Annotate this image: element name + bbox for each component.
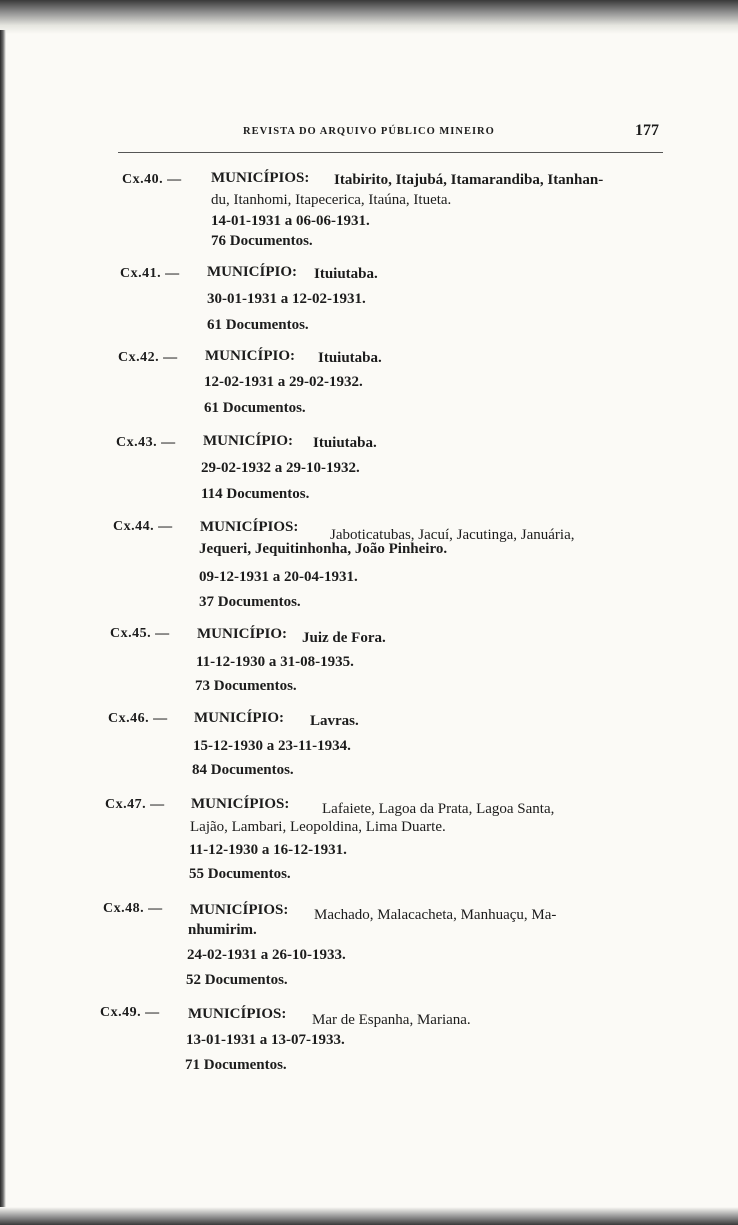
document-count: 52 Documentos. <box>186 972 288 988</box>
document-count: 37 Documentos. <box>199 594 301 610</box>
entry-heading: MUNICÍPIO: <box>194 710 284 726</box>
municipality-names: Lafaiete, Lagoa da Prata, Lagoa Santa, <box>322 801 555 817</box>
municipality-names: Ituiutaba. <box>318 350 382 366</box>
municipality-names: Mar de Espanha, Mariana. <box>312 1012 471 1028</box>
document-count: 61 Documentos. <box>207 317 309 333</box>
entry-heading: MUNICÍPIOS: <box>191 796 290 812</box>
date-range: 12-02-1931 a 29-02-1932. <box>204 374 363 390</box>
box-number: Cx.41. — <box>120 266 180 281</box>
entry-heading: MUNICÍPIOS: <box>188 1006 287 1022</box>
entry-heading: MUNICÍPIOS: <box>200 519 299 535</box>
entry-heading: MUNICÍPIO: <box>207 264 297 280</box>
municipality-names-cont: Jequeri, Jequitinhonha, João Pinheiro. <box>199 541 448 557</box>
municipality-names-cont: Lajão, Lambari, Leopoldina, Lima Duarte. <box>190 819 446 835</box>
date-range: 29-02-1932 a 29-10-1932. <box>201 460 360 476</box>
municipality-names-cont: nhumirim. <box>188 922 257 938</box>
date-range: 09-12-1931 a 20-04-1931. <box>199 569 358 585</box>
document-count: 55 Documentos. <box>189 866 291 882</box>
date-range: 24-02-1931 a 26-10-1933. <box>187 947 346 963</box>
municipality-names: Itabirito, Itajubá, Itamarandiba, Itanhan- <box>334 172 604 188</box>
journal-title: REVISTA DO ARQUIVO PÚBLICO MINEIRO <box>243 126 495 137</box>
entry-heading: MUNICÍPIOS: <box>211 170 310 186</box>
municipality-names: Lavras. <box>310 713 359 729</box>
municipality-names: Ituiutaba. <box>314 266 378 282</box>
document-count: 73 Documentos. <box>195 678 297 694</box>
entry-heading: MUNICÍPIOS: <box>190 902 289 918</box>
document-count: 76 Documentos. <box>211 233 313 249</box>
municipality-names: Juiz de Fora. <box>302 630 386 646</box>
scan-left-edge <box>0 30 6 1210</box>
entry-heading: MUNICÍPIO: <box>197 626 287 642</box>
box-number: Cx.46. — <box>108 711 168 726</box>
entry-heading: MUNICÍPIO: <box>203 433 293 449</box>
scan-bottom-edge <box>0 1207 738 1225</box>
page-number: 177 <box>635 122 659 139</box>
municipality-names: Machado, Malacacheta, Manhuaçu, Ma- <box>314 907 557 923</box>
box-number: Cx.43. — <box>116 435 176 450</box>
document-count: 114 Documentos. <box>201 486 310 502</box>
document-count: 84 Documentos. <box>192 762 294 778</box>
municipality-names: Jaboticatubas, Jacuí, Jacutinga, Januária, <box>330 527 575 543</box>
box-number: Cx.40. — <box>122 172 182 187</box>
box-number: Cx.44. — <box>113 519 173 534</box>
date-range: 13-01-1931 a 13-07-1933. <box>186 1032 345 1048</box>
date-range: 14-01-1931 a 06-06-1931. <box>211 213 370 229</box>
scan-top-edge <box>0 0 738 34</box>
box-number: Cx.48. — <box>103 901 163 916</box>
municipality-names-cont: du, Itanhomi, Itapecerica, Itaúna, Itueta. <box>211 192 452 208</box>
box-number: Cx.42. — <box>118 350 178 365</box>
box-number: Cx.47. — <box>105 797 165 812</box>
date-range: 11-12-1930 a 31-08-1935. <box>196 654 354 670</box>
running-header <box>118 122 663 153</box>
date-range: 30-01-1931 a 12-02-1931. <box>207 291 366 307</box>
entry-heading: MUNICÍPIO: <box>205 348 295 364</box>
municipality-names: Ituiutaba. <box>313 435 377 451</box>
date-range: 11-12-1930 a 16-12-1931. <box>189 842 347 858</box>
document-count: 61 Documentos. <box>204 400 306 416</box>
box-number: Cx.45. — <box>110 626 170 641</box>
box-number: Cx.49. — <box>100 1005 160 1020</box>
date-range: 15-12-1930 a 23-11-1934. <box>193 738 351 754</box>
document-count: 71 Documentos. <box>185 1057 287 1073</box>
